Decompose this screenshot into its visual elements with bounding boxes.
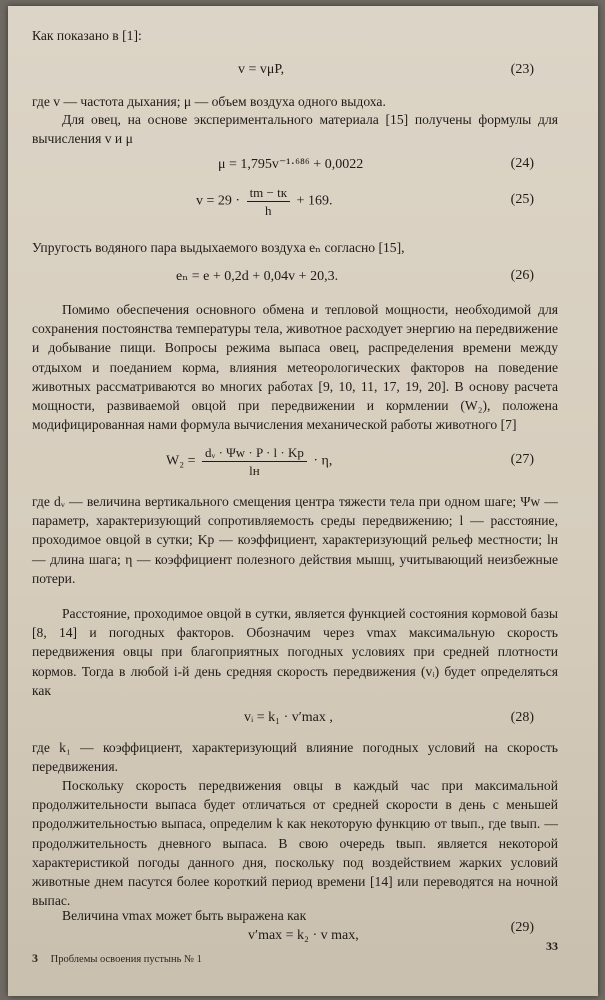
equation-24: μ = 1,795v⁻¹·⁶⁸⁶ + 0,0022 — [218, 157, 364, 172]
equation-27-right: · η, — [313, 453, 333, 469]
equation-25-numerator: tm − tк — [247, 184, 290, 202]
page-number: 33 — [546, 939, 558, 953]
paragraph-where-2: где dᵥ — величина вертикального смещения центра тяжести тела при одном шаге; Ψw — параметр, характеризующий сопротивляемость среды передвижению; l — расстояние, проходимое овцой в сутки; Kp — коэффициент, характеризующий рельеф местности; lн — длина шага; η — коэффициент полезного действия мышц, учитывающий неизбежные потери. — [32, 494, 558, 586]
equation-27-left: W₂ = — [166, 453, 196, 469]
equation-number-29: (29) — [510, 920, 534, 935]
equation-25 — [196, 184, 332, 219]
equation-25-left: v = 29 · — [196, 193, 241, 209]
equation-number-24: (24) — [510, 156, 534, 171]
equation-number-25: (25) — [510, 192, 534, 207]
equation-29: v′max = k₂ · v max, — [248, 928, 359, 943]
intro-line: Как показано в [1]: — [32, 28, 142, 43]
equation-25-denominator: h — [265, 203, 272, 218]
equation-27-denominator: lн — [249, 463, 260, 478]
equation-27-fraction — [202, 444, 307, 479]
equation-27-numerator: dᵥ · Ψw · P · l · Kp — [202, 444, 307, 462]
paragraph-distance: Расстояние, проходимое овцой в сутки, является функцией состояния кормовой базы [8, 14] и погодных факторов. Обозначим через vmax максимальную скорость передвижения овцы при благоприятных погодных условиях при средней плотности кормов. Тогда в любой i-й день средняя скорость передвижения (vᵢ) будет определяться как — [32, 606, 558, 698]
equation-27 — [166, 444, 332, 479]
paragraph-vapor: Упругость водяного пара выдыхаемого воздуха eₙ согласно [15], — [32, 240, 405, 255]
document-page — [8, 6, 598, 996]
paragraph-where-1: где v — частота дыхания; μ — объем воздуха одного выдоха. — [32, 94, 386, 109]
equation-number-27: (27) — [510, 452, 534, 467]
equation-number-26: (26) — [510, 268, 534, 283]
journal-footer — [32, 951, 202, 966]
equation-28: vᵢ = k₁ · v′max , — [244, 710, 333, 725]
paragraph-since: Поскольку скорость передвижения овцы в каждый час при максимальной продолжительности выпаса будет отличаться от средней скорости в день с меньшей продолжительностью выпаса, определим k как некоторую функцию от tвып., где tвып. — продолжительность дневного выпаса. В свою очередь tвып. является некоторой характеристикой погоды данного дня, поскольку под воздействием жарких условий животные днем пасутся более короткий период времени [14] или переводятся на ночной выпас. — [32, 778, 558, 909]
paragraph-where-3: где k₁ — коэффициент, характеризующий влияние погодных условий на скорость передвижения. — [32, 740, 558, 775]
paragraph-main: Помимо обеспечения основного обмена и тепловой мощности, необходимой для сохранения постоянства температуры тела, животное расходует энергию на передвижение и добывание пищи. Вопросы режима выпаса овец, распределения времени между отдыхом и поеданием корма, влияния метеорологических факторов на поведение животных рассматриваются во многих работах [9, 10, 11, 17, 19, 20]. В основу расчета мощности, развиваемой овцой при передвижении и кормлении (W₂), положена модифицированная нами формула вычисления механической работы животного [7] — [32, 302, 558, 433]
footer-journal: Проблемы освоения пустынь № 1 — [50, 954, 202, 965]
equation-number-28: (28) — [510, 710, 534, 725]
equation-25-right: + 169. — [296, 193, 333, 209]
equation-25-fraction — [247, 184, 290, 219]
paragraph-value: Величина vmax может быть выражена как — [62, 908, 307, 923]
footer-issue: 3 — [32, 951, 38, 965]
equation-number-23: (23) — [510, 62, 534, 77]
paragraph-sheep: Для овец, на основе экспериментального материала [15] получены формулы для вычисления v и μ — [32, 112, 558, 147]
equation-26: eₙ = e + 0,2d + 0,04v + 20,3. — [176, 269, 339, 284]
equation-23: v = vμP, — [238, 62, 285, 77]
